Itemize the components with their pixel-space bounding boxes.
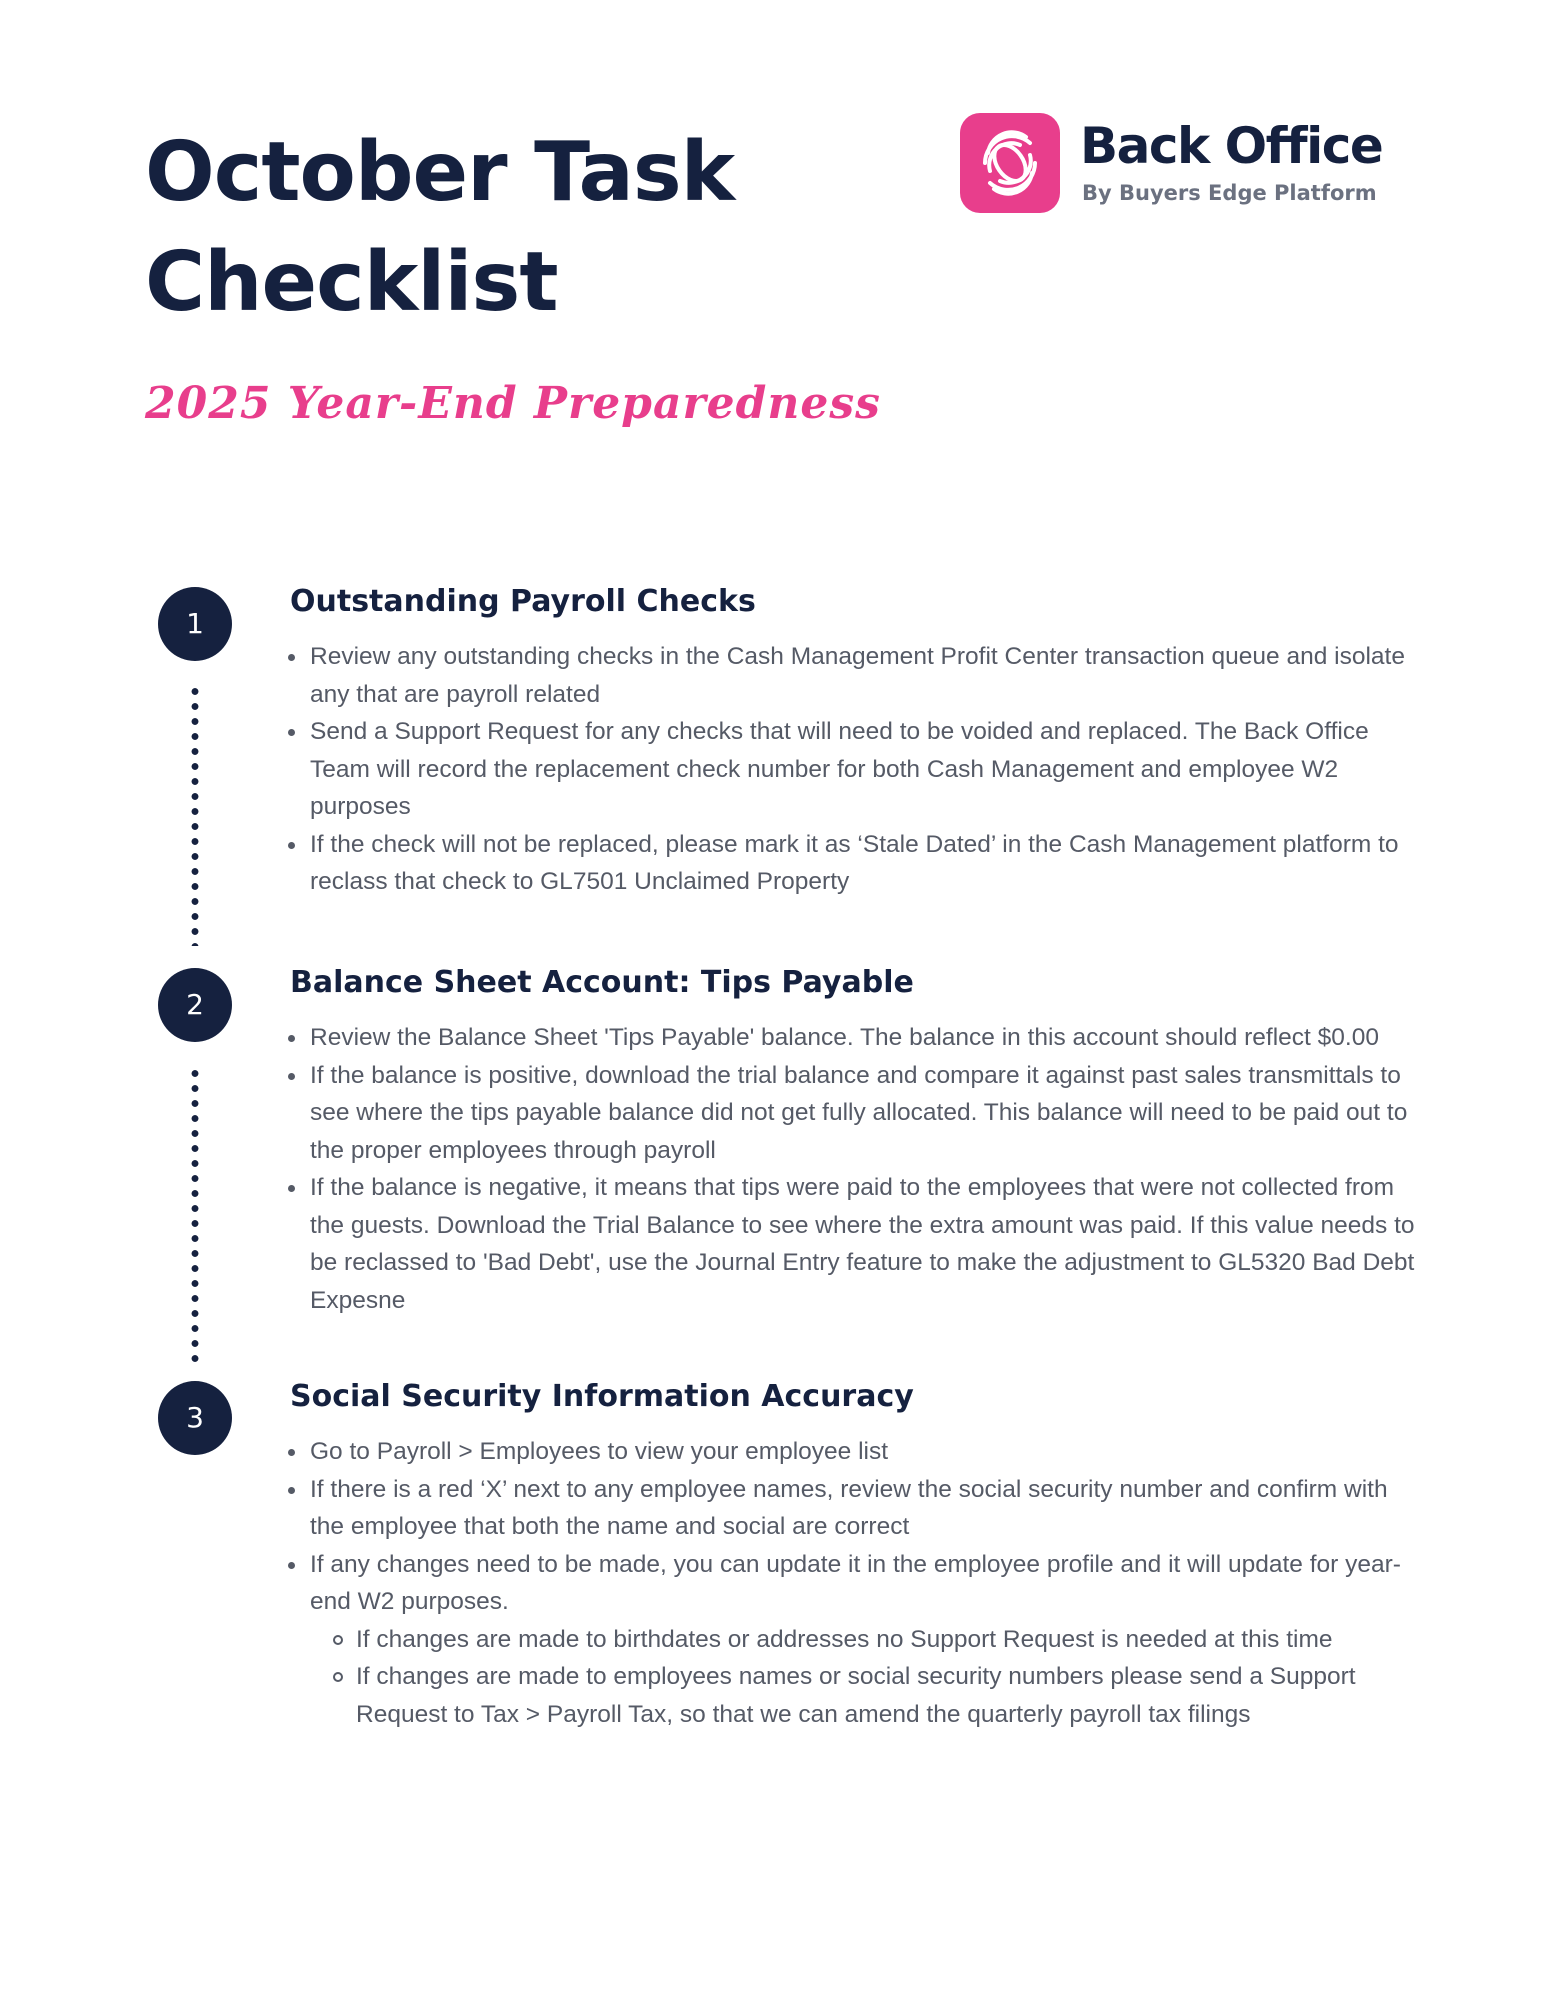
step-number-2: 2 xyxy=(158,968,232,1042)
page-subtitle: 2025 Year-End Preparedness xyxy=(145,378,881,429)
back-office-logo xyxy=(960,113,1383,217)
step-number-3: 3 xyxy=(158,1381,232,1455)
section-title: Social Security Information Accuracy xyxy=(290,1379,914,1414)
list-item: Send a Support Request for any checks that will need to be voided and replaced. The Back Office Team will record the replacement check number for both Cash Management and employee W2 purposes xyxy=(310,713,1420,826)
list-item: Go to Payroll > Employees to view your employee list xyxy=(310,1433,1420,1471)
step-number-1: 1 xyxy=(158,587,232,661)
page-title-line-1: October Task xyxy=(145,125,735,220)
step-connector-1 xyxy=(191,684,199,946)
sub-list-item: If changes are made to employees names or social security numbers please send a Support Request to Tax > Payroll Tax, so that we can amend the quarterly payroll tax filings xyxy=(356,1658,1420,1733)
list-item: Review the Balance Sheet 'Tips Payable' balance. The balance in this account should reflect $0.00 xyxy=(310,1019,1420,1057)
section-bullet-list xyxy=(290,638,1420,901)
step-connector-2 xyxy=(191,1066,199,1366)
section-tips-payable xyxy=(290,963,1420,1319)
list-item: If there is a red ‘X’ next to any employee names, review the social security number and confirm with the employee that both the name and social are correct xyxy=(310,1471,1420,1546)
section-outstanding-payroll-checks xyxy=(290,582,1420,901)
logo-tagline: By Buyers Edge Platform xyxy=(1082,181,1377,205)
list-item xyxy=(310,1546,1420,1734)
sub-list-item: If changes are made to birthdates or addresses no Support Request is needed at this time xyxy=(356,1621,1420,1659)
logo-name: Back Office xyxy=(1080,117,1383,175)
list-item: If the balance is negative, it means that tips were paid to the employees that were not collected from the guests. Download the Trial Balance to see where the extra amount was paid. If this value needs to be reclassed to 'Bad Debt', use the Journal Entry feature to make the adjustment to GL5320 Bad Debt Expesne xyxy=(310,1169,1420,1319)
list-item-text: If any changes need to be made, you can update it in the employee profile and it will update for year-end W2 purposes. xyxy=(310,1550,1401,1615)
page-title xyxy=(145,118,734,338)
page-title-line-2: Checklist xyxy=(145,235,558,330)
section-bullet-list xyxy=(290,1433,1420,1733)
list-item: If the balance is positive, download the trial balance and compare it against past sales transmittals to see where the tips payable balance did not get fully allocated. This balance will need to be paid out to the proper employees through payroll xyxy=(310,1057,1420,1170)
list-item: Review any outstanding checks in the Cash Management Profit Center transaction queue and isolate any that are payroll related xyxy=(310,638,1420,713)
section-title: Balance Sheet Account: Tips Payable xyxy=(290,965,914,1000)
section-bullet-list xyxy=(290,1019,1420,1319)
sub-bullet-list xyxy=(310,1621,1420,1734)
section-social-security-accuracy xyxy=(290,1377,1420,1733)
section-title: Outstanding Payroll Checks xyxy=(290,584,756,619)
list-item: If the check will not be replaced, please mark it as ‘Stale Dated’ in the Cash Management platform to reclass that check to GL7501 Unclaimed Property xyxy=(310,826,1420,901)
rings-logo-icon xyxy=(960,113,1060,213)
